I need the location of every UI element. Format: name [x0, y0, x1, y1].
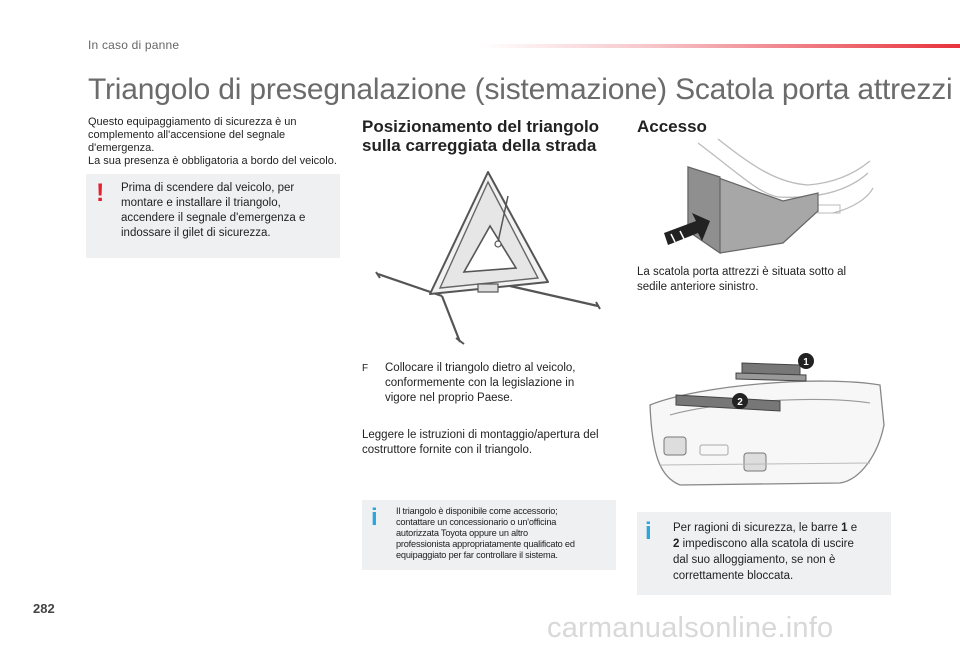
warning-line: Prima di scendere dal veicolo, per: [121, 182, 295, 194]
info-icon: i: [371, 504, 378, 531]
step-line: vigore nel proprio Paese.: [385, 392, 513, 404]
intro-line: d'emergenza.: [88, 142, 155, 154]
info-text-accessory: [396, 506, 608, 561]
section-label: In caso di panne: [88, 38, 180, 52]
info-line: contattare un concessionario o un'officina: [396, 517, 557, 527]
instructions-paragraph: [362, 428, 617, 458]
info-line: autorizzata Toyota oppure un altro: [396, 528, 528, 538]
triangle-heading: [362, 117, 622, 155]
intro-line: complemento all'accensione del segnale: [88, 129, 286, 141]
warning-line: montare e installare il triangolo,: [121, 197, 281, 209]
info-line: Il triangolo è disponibile come accessorio;: [396, 506, 558, 516]
header-gradient-bar: [480, 44, 960, 48]
info-line: professionista appropriatamente qualificato ed: [396, 539, 575, 549]
watermark: carmanualsonline.info: [547, 612, 834, 644]
bar-1-ref: 1: [841, 522, 848, 534]
intro-line: La sua presenza è obbligatoria a bordo del veicolo.: [88, 155, 337, 167]
callout-2: 2: [737, 397, 743, 408]
paragraph-line: Leggere le istruzioni di montaggio/apertura del: [362, 429, 599, 441]
warning-icon: !: [96, 179, 105, 207]
step-text: [385, 361, 610, 406]
info-line: [673, 536, 883, 552]
paragraph-line: costruttore fornite con il triangolo.: [362, 444, 533, 456]
info-line: equipaggiato per far controllare il sistema.: [396, 550, 558, 560]
info-line: [673, 520, 883, 536]
seat-underside-illustration: [640, 345, 890, 490]
step-line: conformemente con la legislazione in: [385, 377, 575, 389]
warning-triangle-illustration: [360, 168, 610, 348]
callout-1: 1: [803, 357, 809, 368]
intro-line: Questo equipaggiamento di sicurezza è un: [88, 116, 297, 128]
access-heading: Accesso: [637, 117, 707, 136]
bar-2-ref: 2: [673, 538, 680, 550]
page-title: Triangolo di presegnalazione (sistemazione) Scatola porta attrezzi: [88, 73, 953, 106]
page-number: 282: [33, 601, 55, 616]
caption-line: sedile anteriore sinistro.: [637, 281, 759, 293]
step-line: Collocare il triangolo dietro al veicolo,: [385, 362, 576, 374]
info-text-fragment: Per ragioni di sicurezza, le barre: [673, 522, 842, 534]
heading-line: sulla carreggiata della strada: [362, 136, 597, 155]
caption-line: La scatola porta attrezzi è situata sotto al: [637, 266, 847, 278]
info-icon: i: [645, 518, 652, 545]
info-text-fragment: impediscono alla scatola di uscire: [679, 538, 854, 550]
warning-text: [121, 181, 331, 241]
warning-line: indossare il gilet di sicurezza.: [121, 227, 271, 239]
info-line: correttamente bloccata.: [673, 570, 794, 582]
info-line: dal suo alloggiamento, se non è: [673, 554, 836, 566]
intro-paragraph: [88, 116, 350, 168]
toolbox-caption: [637, 265, 877, 295]
info-text-safety: [673, 520, 883, 584]
seat-toolbox-illustration: [658, 133, 878, 263]
step-bullet: F: [362, 363, 369, 374]
heading-line: Posizionamento del triangolo: [362, 117, 600, 136]
warning-line: accendere il segnale d'emergenza e: [121, 212, 306, 224]
info-text-fragment: e: [847, 522, 858, 534]
